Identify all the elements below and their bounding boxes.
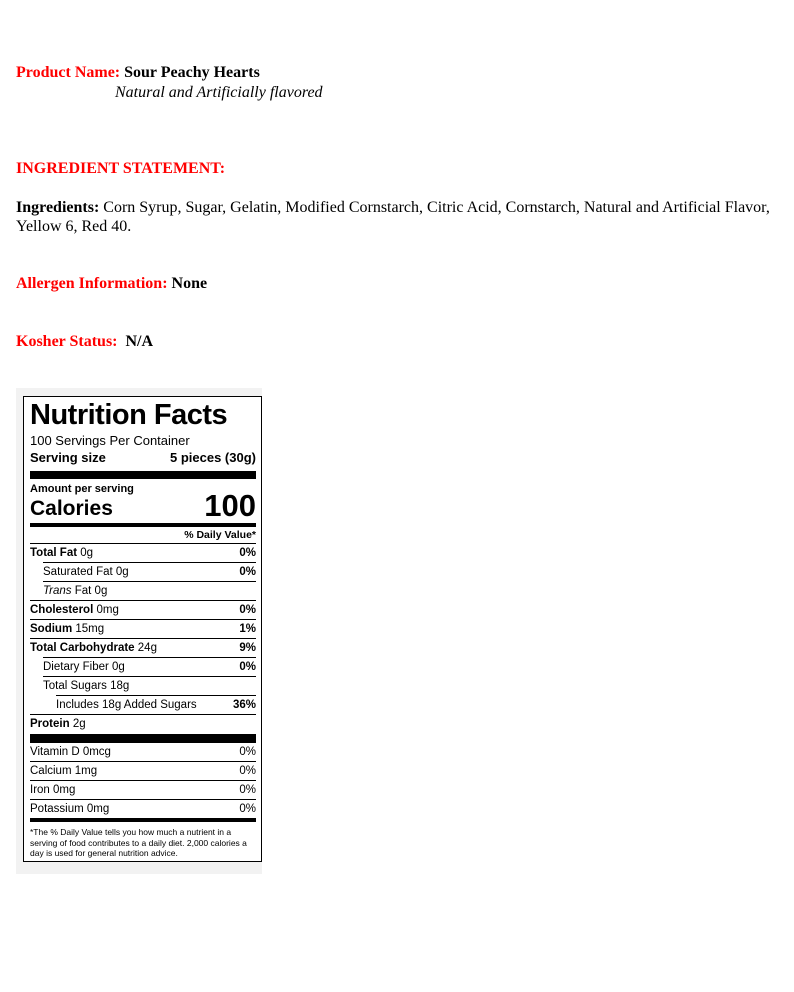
daily-value-header: % Daily Value*: [184, 529, 256, 541]
saturated-fat-dv: 0%: [239, 566, 256, 578]
trans-fat-label: Fat 0g: [74, 585, 108, 597]
total-carbohydrate-amount: 24g: [137, 642, 157, 654]
calories-value: 100: [204, 488, 256, 523]
total-fat-label: Total Fat: [30, 547, 78, 559]
ingredient-statement-heading: INGREDIENT STATEMENT:: [16, 160, 226, 177]
iron-label: Iron 0mg: [30, 784, 76, 796]
vitamin-d-dv: 0%: [239, 746, 256, 758]
saturated-fat-label: Saturated Fat 0g: [43, 566, 129, 578]
saturated-fat-row: [43, 562, 256, 581]
total-carbohydrate-dv: 9%: [239, 642, 256, 654]
potassium-label: Potassium 0mg: [30, 803, 110, 815]
product-name-label: Product Name:: [16, 64, 121, 81]
sodium-label: Sodium: [30, 623, 73, 635]
iron-dv: 0%: [239, 784, 256, 796]
sodium-row: [30, 619, 256, 638]
added-sugars-label: Includes 18g Added Sugars: [56, 699, 197, 711]
cholesterol-amount: 0mg: [96, 604, 119, 616]
ingredients-label: Ingredients:: [16, 199, 100, 216]
serving-size-row: [30, 449, 256, 466]
kosher-value: N/A: [125, 333, 154, 350]
allergen-value: None: [171, 275, 208, 292]
nutrition-facts-title: Nutrition Facts: [30, 399, 228, 431]
protein-label: Protein: [30, 718, 70, 730]
daily-value-footnote: *The % Daily Value tells you how much a nutrient in a serving of food contributes to a daily diet. 2,000 calories a day is used for general nutrition advice.: [30, 827, 247, 858]
total-fat-dv: 0%: [239, 547, 256, 559]
total-fat-row: [30, 543, 256, 562]
calcium-label: Calcium 1mg: [30, 765, 98, 777]
allergen-label: Allergen Information:: [16, 275, 168, 292]
total-sugars-label: Total Sugars 18g: [43, 680, 130, 692]
dietary-fiber-label: Dietary Fiber 0g: [43, 661, 125, 673]
serving-size-label: Serving size: [30, 450, 106, 465]
added-sugars-row: [56, 695, 256, 714]
calcium-row: [30, 761, 256, 780]
potassium-dv: 0%: [239, 803, 256, 815]
total-sugars-row: [43, 676, 256, 695]
amount-per-serving: Amount per serving: [30, 483, 134, 495]
product-name-value: Sour Peachy Hearts: [124, 64, 260, 81]
protein-amount: 2g: [72, 718, 86, 730]
nutrition-facts-image: [16, 388, 262, 874]
divider-thick: [30, 471, 256, 479]
calcium-dv: 0%: [239, 765, 256, 777]
product-subtitle: Natural and Artificially flavored: [115, 84, 323, 101]
calories-label: Calories: [30, 497, 113, 520]
trans-fat-row: [43, 581, 256, 600]
vitamin-d-row: [30, 743, 256, 761]
ingredients-value: Corn Syrup, Sugar, Gelatin, Modified Cornstarch, Citric Acid, Cornstarch, Natural and Artificial Flavor, Yellow 6, Red 40.: [16, 199, 770, 235]
servings-per-container: 100 Servings Per Container: [30, 433, 190, 448]
cholesterol-row: [30, 600, 256, 619]
sodium-amount: 15mg: [75, 623, 105, 635]
sodium-dv: 1%: [239, 623, 256, 635]
kosher-label: Kosher Status:: [16, 333, 118, 350]
ingredients-line: [16, 198, 776, 236]
cholesterol-label: Cholesterol: [30, 604, 94, 616]
product-name-line: [16, 63, 260, 82]
added-sugars-dv: 36%: [232, 699, 256, 711]
vitamin-d-label: Vitamin D 0mcg: [30, 746, 111, 758]
potassium-row: [30, 799, 256, 818]
divider-footer: [30, 818, 256, 822]
dietary-fiber-dv: 0%: [239, 661, 256, 673]
dietary-fiber-row: [43, 657, 256, 676]
kosher-line: [16, 332, 153, 351]
total-carbohydrate-row: [30, 638, 256, 657]
protein-row: [30, 714, 256, 733]
serving-size-value: 5 pieces (30g): [170, 450, 256, 465]
trans-fat-italic: Trans: [43, 585, 72, 597]
cholesterol-dv: 0%: [239, 604, 256, 616]
total-fat-amount: 0g: [80, 547, 94, 559]
iron-row: [30, 780, 256, 799]
nutrition-facts-label: [23, 396, 262, 862]
allergen-line: [16, 274, 207, 293]
divider-big: [30, 734, 256, 743]
total-carbohydrate-label: Total Carbohydrate: [30, 642, 135, 654]
